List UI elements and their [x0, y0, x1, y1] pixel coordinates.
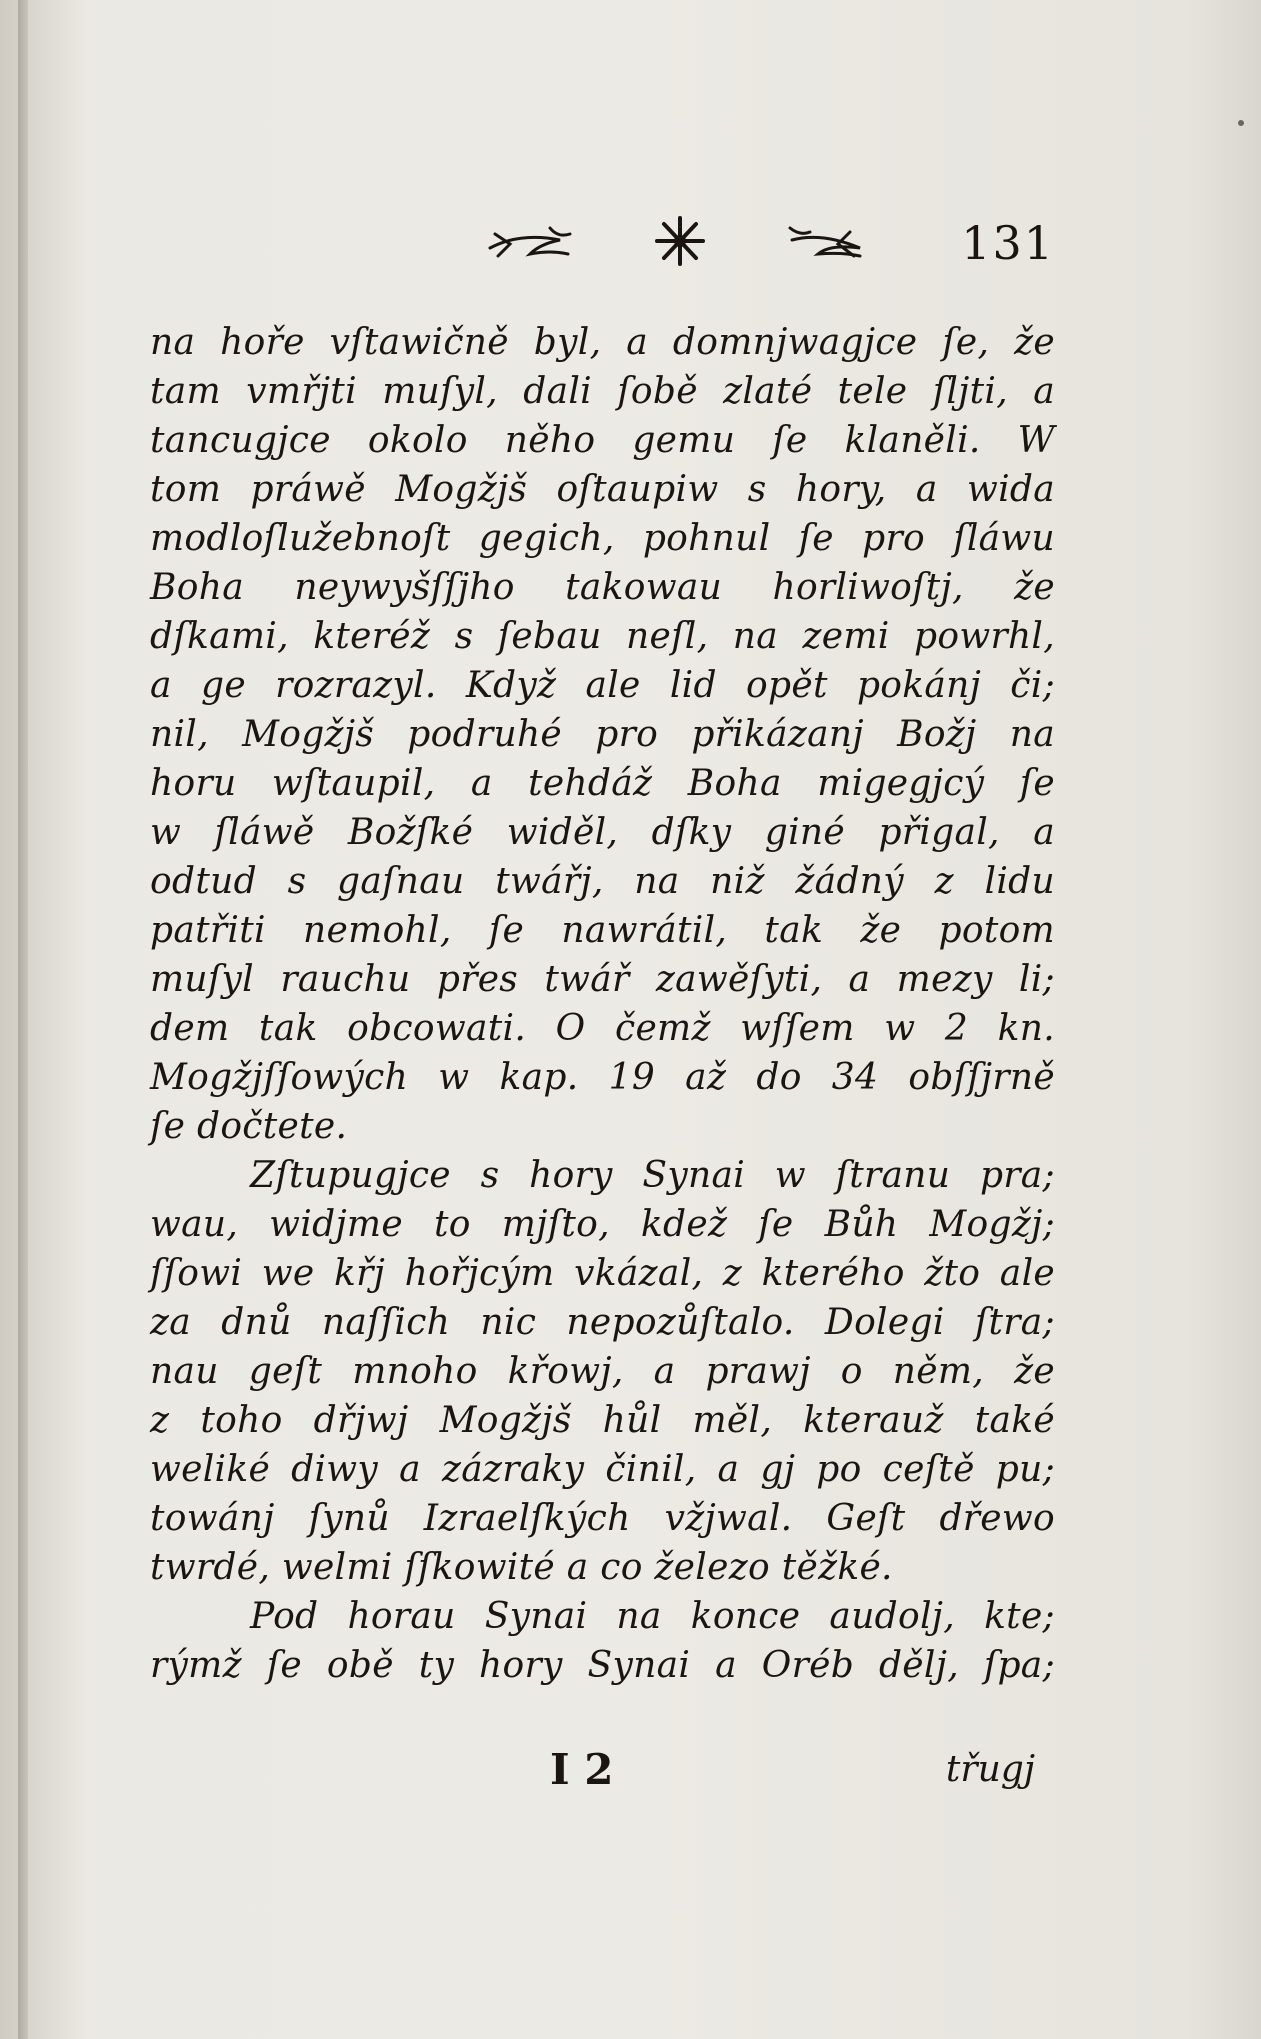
printer-ornament-icon	[450, 214, 910, 268]
text-line: wau, widjme to mjſto, kdež ſe Bůh Mogžj;	[150, 1204, 1055, 1245]
text-line: nau geſt mnoho křowj, a prawj o něm, že	[150, 1351, 1055, 1392]
text-line: Mogžjſſowých w kap. 19 až do 34 obſſjrně	[150, 1057, 1055, 1098]
text-line: na hoře vſtawičně byl, a domnjwagjce ſe, že	[150, 322, 1055, 363]
text-line: za dnů naſſich nic nepozůſtalo. Dolegi ſtra;	[150, 1302, 1055, 1343]
page-number: 131	[961, 216, 1055, 270]
text-line: tancugjce okolo něho gemu ſe klaněli. W	[150, 420, 1055, 461]
text-line: Boha neywyšſſjho takowau horliwoſtj, že	[150, 567, 1055, 608]
binding-gutter	[18, 0, 28, 2039]
ink-spot	[1238, 120, 1244, 126]
text-line: Pod horau Synai na konce audolj, kte;	[250, 1596, 1055, 1637]
text-line: ſſowi we křj hořjcým vkázal, z kterého žto ale	[150, 1253, 1055, 1294]
text-line: muſyl rauchu přes twář zawěſyti, a mezy li;	[150, 959, 1055, 1000]
text-line: dſkami, kteréž s ſebau neſl, na zemi powrhl,	[150, 616, 1055, 657]
page-footer	[150, 1742, 1055, 1798]
text-line: a ge rozrazyl. Když ale lid opět pokánj či;	[150, 665, 1055, 706]
text-line: tom práwě Mogžjš oſtaupiw s hory, a wida	[150, 469, 1055, 510]
text-line: z toho dřjwj Mogžjš hůl měl, kterauž také	[150, 1400, 1055, 1441]
text-line: tam vmřjti muſyl, dali ſobě zlaté tele ſljti, a	[150, 371, 1055, 412]
text-line: weliké diwy a zázraky činil, a gj po ceſtě pu;	[150, 1449, 1055, 1490]
text-line: nil, Mogžjš podruhé pro přikázanj Božj na	[150, 714, 1055, 755]
catchword: třugj	[945, 1749, 1035, 1790]
text-line: modloſlužebnoſt gegich, pohnul ſe pro ſláwu	[150, 518, 1055, 559]
page-text	[150, 318, 1055, 1758]
text-line: odtud s gaſnau twářj, na niž žádný z lidu	[150, 861, 1055, 902]
text-line: ſe dočtete.	[150, 1106, 348, 1147]
text-line: w ſláwě Božſké widěl, dſky giné přigal, a	[150, 812, 1055, 853]
text-line: Zſtupugjce s hory Synai w ſtranu pra;	[250, 1155, 1055, 1196]
text-line: dem tak obcowati. O čemž wſſem w 2 kn.	[150, 1008, 1055, 1049]
text-line: twrdé, welmi ſſkowité a co železo těžké.	[150, 1547, 893, 1588]
text-line: towánj ſynů Izraelſkých vžjwal. Geſt dřewo	[150, 1498, 1055, 1539]
text-line: horu wſtaupil, a tehdáž Boha migegjcý ſe	[150, 763, 1055, 804]
text-line: rýmž ſe obě ty hory Synai a Oréb dělj, ſpa;	[150, 1645, 1055, 1686]
signature-mark: I 2	[550, 1745, 614, 1794]
text-line: patřiti nemohl, ſe nawrátil, tak že potom	[150, 910, 1055, 951]
running-header	[150, 200, 1055, 280]
